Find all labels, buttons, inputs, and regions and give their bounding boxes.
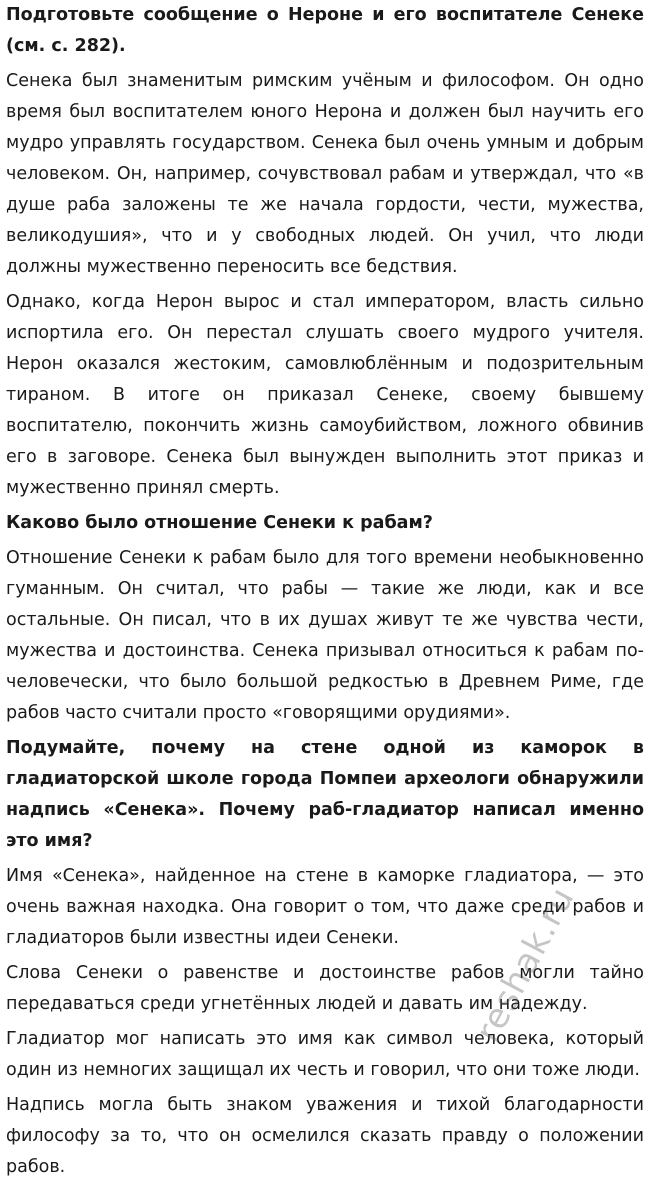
answer-3-paragraph-3: Гладиатор мог написать это имя как символ человека, который один из немногих защищал их честь и говорил, что они тоже люди. (6, 1029, 644, 1080)
answer-1-paragraph-1: Сенека был знаменитым римским учёным и философом. Он одно время был воспитателем юного Нерона и должен был научить его мудро управлять государством. Сенека был очень умным и добрым человеком. Он, например, сочувствовал рабам и утверждал, что «в душе раба заложены те же начала гордости, чести, мужества, великодушия», что и у свободных людей. Он учил, что люди должны мужественно переносить все бедствия. (6, 71, 644, 277)
answer-2-paragraph-1: Отношение Сенеки к рабам было для того времени необыкновенно гуманным. Он считал, что рабы — такие же люди, как и все остальные. Он писал, что в их душах живут те же чувства чести, мужества и достоинства. Сенека призывал относиться к рабам по-человечески, что было большой редкостью в Древнем Риме, где рабов часто считали просто «говорящими орудиями». (6, 548, 644, 723)
watermark-logo: reshak.ru (468, 880, 583, 1049)
answer-3-paragraph-1: Имя «Сенека», найденное на стене в каморке гладиатора, — это очень важная находка. Она говорит о том, что даже среди рабов и гладиаторов были известны идеи Сенеки. (6, 866, 644, 948)
section-seneca-slaves (6, 508, 644, 729)
section-nero-seneca (6, 0, 644, 504)
section-pompeii-inscription (6, 733, 644, 1183)
question-3: Подумайте, почему на стене одной из каморок в гладиаторской школе города Помпеи археологи обнаружили надпись «Сенека». Почему раб-гладиатор написал именно это имя? (6, 738, 644, 851)
answer-3-paragraph-2: Слова Сенеки о равенстве и достоинстве рабов могли тайно передаваться среди угнетённых людей и давать им надежду. (6, 963, 644, 1014)
answer-3-paragraph-4: Надпись могла быть знаком уважения и тихой благодарности философу за то, что он осмелился сказать правду о положении рабов. (6, 1095, 644, 1177)
answer-1-paragraph-2: Однако, когда Нерон вырос и стал императором, власть сильно испортила его. Он перестал слушать своего мудрого учителя. Нерон оказался жестоким, самовлюблённым и подозрительным тираном. В итоге он приказал Сенеке, своему бывшему воспитателю, покончить жизнь самоубийством, ложного обвинив его в заговоре. Сенека был вынужден выполнить этот приказ и мужественно принял смерть. (6, 292, 644, 498)
question-2: Каково было отношение Сенеки к рабам? (6, 513, 433, 533)
question-1: Подготовьте сообщение о Нероне и его воспитателе Сенеке (см. с. 282). (6, 5, 644, 56)
